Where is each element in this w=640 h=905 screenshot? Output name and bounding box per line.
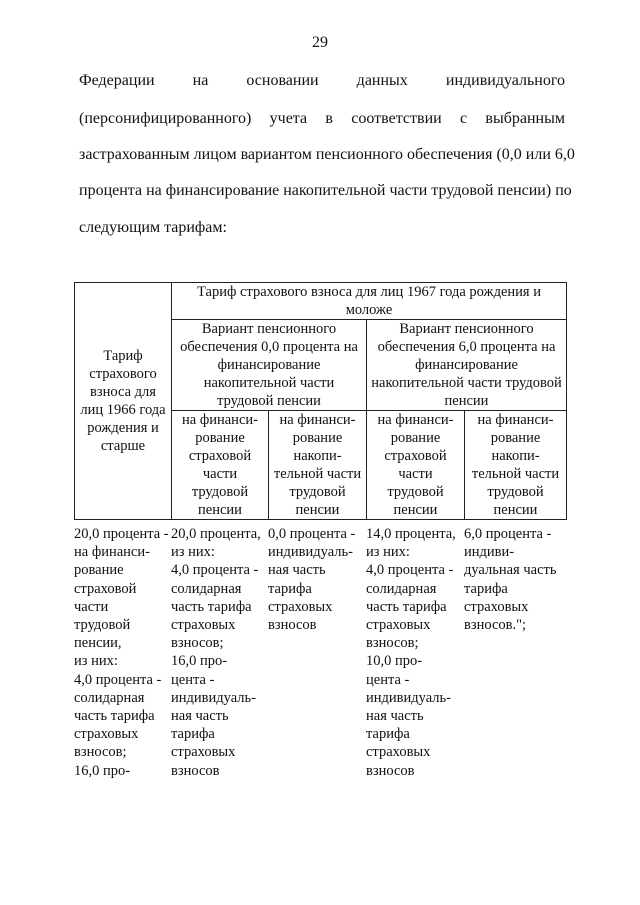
variant-0-insurance-value: 20,0 процента, из них: 4,0 процента - солидарная часть тарифа страховых взносов; 16,0 про- цента - индивидуаль- ная часть тарифа страховых взносов [171,526,261,779]
word: с [460,110,468,127]
tariff-table [74,282,567,520]
intro-line-4: процента на финансирование накопительной части трудовой пенсии) по [79,182,572,199]
intro-line-3: застрахованным лицом вариантом пенсионного обеспечения (0,0 или 6,0 [79,146,575,163]
insurance-part-header: на финанси-рование страховой части трудовой пенсии [172,411,269,520]
insurance-part-header: на финанси-рование страховой части трудовой пенсии [367,411,465,520]
word: (персонифицированного) [79,110,252,127]
older-tariff-value: 20,0 процента - на финанси- рование страховой части трудовой пенсии, из них: 4,0 процента - солидарная часть тарифа страховых взносов; 16,0 про- [74,526,169,779]
younger-header-cell: Тариф страхового взноса для лиц 1967 года рождения и моложе [172,283,567,320]
tariff-values-row [74,525,566,780]
intro-line-1 [79,72,565,90]
variant-6-funded-value: 6,0 процента - индиви- дуальная часть тарифа страховых взносов."; [464,526,557,634]
word: Федерации [79,72,155,89]
intro-line-2 [79,110,565,128]
word: на [192,72,209,89]
word: данных [356,72,408,89]
funded-part-header: на финанси-рование накопи-тельной части трудовой пенсии [269,411,367,520]
intro-line-5: следующим тарифам: [79,219,227,236]
word: соответствии [351,110,442,127]
word: учета [269,110,308,127]
word: основании [246,72,319,89]
word: в [325,110,333,127]
funded-part-header: на финанси-рование накопи-тельной части трудовой пенсии [465,411,567,520]
variant-6-cell: Вариант пенсионного обеспечения 6,0 процента на финансирование накопительной части трудовой пенсии [367,320,567,411]
page-number: 29 [312,34,328,51]
variant-0-funded-value: 0,0 процента - индивидуаль- ная часть тарифа страховых взносов [268,526,356,634]
variant-6-insurance-value: 14,0 процента, из них: 4,0 процента - солидарная часть тарифа страховых взносов; 10,0 про- цента - индивидуаль- ная часть тарифа страховых взносов [366,526,456,779]
word: индивидуального [445,72,565,89]
word: выбранным [485,110,565,127]
older-header-cell: Тариф страхового взноса для лиц 1966 года рождения и старше [75,283,172,520]
variant-0-cell: Вариант пенсионного обеспечения 0,0 процента на финансирование накопительной части трудовой пенсии [172,320,367,411]
